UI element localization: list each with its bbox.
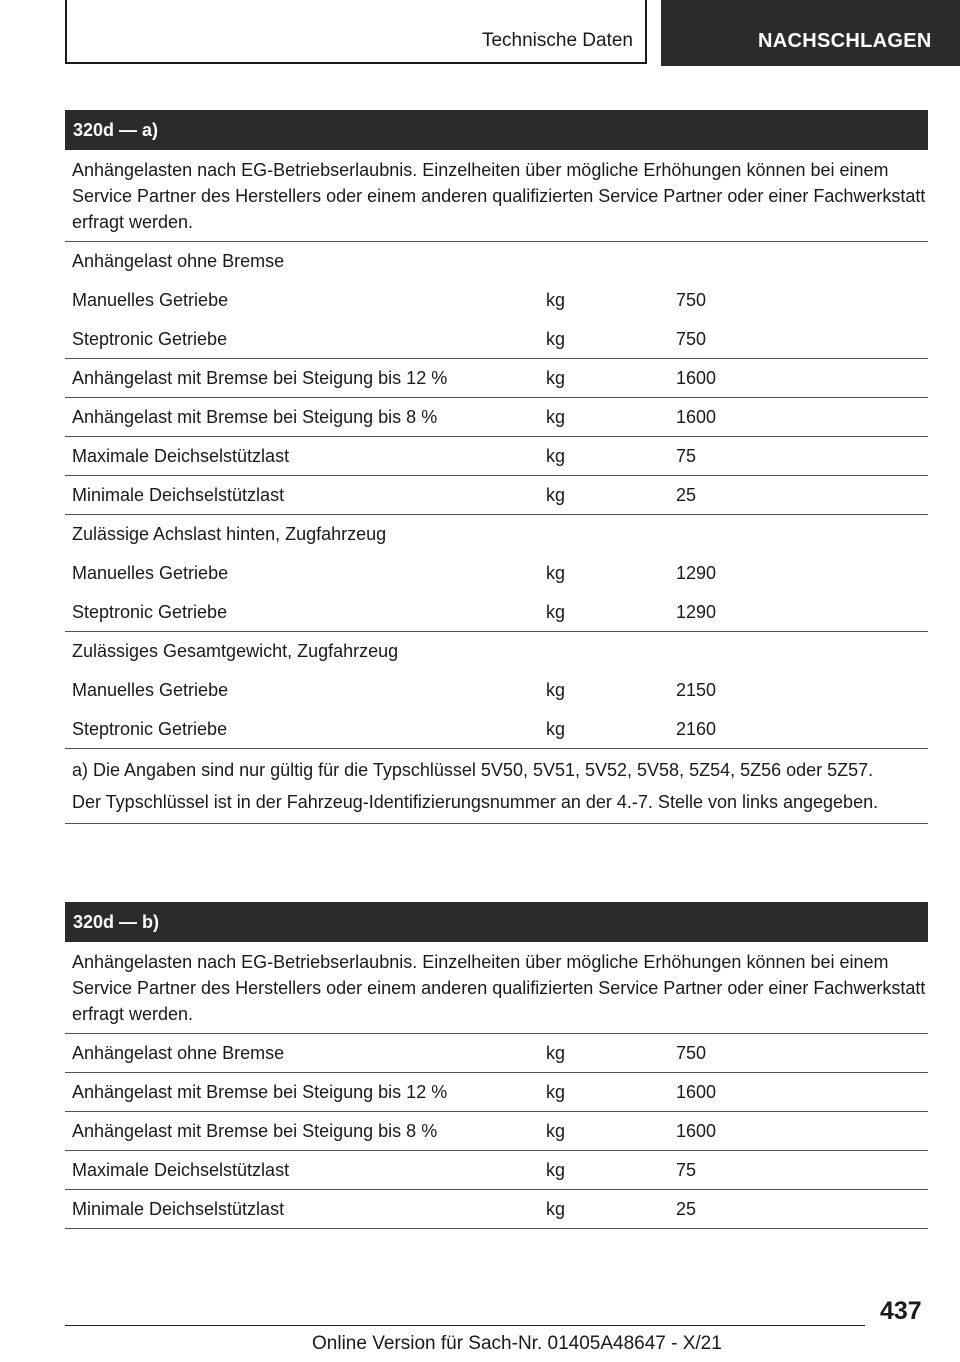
footer-divider bbox=[65, 1325, 865, 1326]
table-row bbox=[65, 554, 928, 593]
row-value: 1290 bbox=[676, 563, 717, 583]
table-row bbox=[65, 1073, 928, 1112]
table-row bbox=[65, 281, 928, 320]
row-value: 75 bbox=[676, 1160, 697, 1180]
row-label: Steptronic Getriebe bbox=[72, 602, 228, 622]
page-number: 437 bbox=[880, 1297, 922, 1325]
footnote-typeschluessel: Der Typschlüssel ist in der Fahrzeug-Identifizierungsnummer an der 4.-7. Stelle von links angegeben. bbox=[72, 792, 879, 812]
table-footnotes bbox=[65, 749, 928, 824]
header-frame bbox=[65, 0, 647, 64]
row-label: Zulässige Achslast hinten, Zugfahrzeug bbox=[72, 524, 387, 544]
row-unit: kg bbox=[546, 407, 566, 427]
table-row bbox=[65, 710, 928, 749]
row-value: 75 bbox=[676, 446, 697, 466]
row-unit: kg bbox=[546, 680, 566, 700]
row-value: 2160 bbox=[676, 719, 717, 739]
table-row bbox=[65, 359, 928, 398]
chapter-tab-label: NACHSCHLAGEN bbox=[758, 30, 932, 52]
table-row bbox=[65, 476, 928, 515]
row-label: Zulässiges Gesamtgewicht, Zugfahrzeug bbox=[72, 641, 399, 661]
table-row bbox=[65, 1151, 928, 1190]
row-unit: kg bbox=[546, 602, 566, 622]
table-row bbox=[65, 320, 928, 359]
row-value: 25 bbox=[676, 1199, 697, 1219]
row-unit: kg bbox=[546, 329, 566, 349]
table-row bbox=[65, 242, 928, 281]
row-label: Manuelles Getriebe bbox=[72, 680, 229, 700]
spec-table-320d-a bbox=[65, 110, 928, 824]
row-label: Anhängelast mit Bremse bei Steigung bis 8 % bbox=[72, 1121, 438, 1141]
row-value: 1600 bbox=[676, 1121, 717, 1141]
row-label: Maximale Deichselstützlast bbox=[72, 446, 290, 466]
row-unit: kg bbox=[546, 1043, 566, 1063]
table-row bbox=[65, 437, 928, 476]
table-row bbox=[65, 1034, 928, 1073]
table-heading: 320d — a) bbox=[65, 110, 928, 150]
row-label: Manuelles Getriebe bbox=[72, 290, 229, 310]
row-value: 1600 bbox=[676, 368, 717, 388]
row-label: Steptronic Getriebe bbox=[72, 719, 228, 739]
row-label: Steptronic Getriebe bbox=[72, 329, 228, 349]
table-row bbox=[65, 515, 928, 554]
row-value: 2150 bbox=[676, 680, 717, 700]
section-title: Technische Daten bbox=[481, 30, 633, 51]
row-unit: kg bbox=[546, 485, 566, 505]
table-row bbox=[65, 398, 928, 437]
table-heading: 320d — b) bbox=[65, 902, 928, 942]
chapter-tab bbox=[661, 0, 960, 66]
row-value: 1600 bbox=[676, 1082, 717, 1102]
row-label: Minimale Deichselstützlast bbox=[72, 485, 285, 505]
footnote-a: a) Die Angaben sind nur gültig für die Typschlüssel 5V50, 5V51, 5V52, 5V58, 5Z54, 5Z56 oder 5Z57. bbox=[72, 760, 874, 780]
table-row bbox=[65, 671, 928, 710]
row-value: 1290 bbox=[676, 602, 717, 622]
row-unit: kg bbox=[546, 719, 566, 739]
footer-version-note: Online Version für Sach-Nr. 01405A48647 - X/21 bbox=[312, 1333, 722, 1354]
row-label: Manuelles Getriebe bbox=[72, 563, 229, 583]
row-unit: kg bbox=[546, 1160, 566, 1180]
table-row bbox=[65, 593, 928, 632]
row-label: Anhängelast mit Bremse bei Steigung bis 8 % bbox=[72, 407, 438, 427]
table-row bbox=[65, 1190, 928, 1229]
row-unit: kg bbox=[546, 368, 566, 388]
row-unit: kg bbox=[546, 1121, 566, 1141]
row-label: Anhängelast mit Bremse bei Steigung bis 12 % bbox=[72, 1082, 448, 1102]
row-unit: kg bbox=[546, 1199, 566, 1219]
table-row bbox=[65, 1112, 928, 1151]
row-value: 750 bbox=[676, 329, 707, 349]
row-value: 1600 bbox=[676, 407, 717, 427]
table-intro: Anhängelasten nach EG-Betriebserlaubnis. Einzelheiten über mögliche Erhöhungen können bei einem Service Partner des Herstellers oder einem anderen qualifizierten Service Partner oder einer Fachwerkstatt erfragt werden. bbox=[65, 942, 928, 1034]
spec-table-320d-b bbox=[65, 902, 928, 1229]
row-label: Maximale Deichselstützlast bbox=[72, 1160, 290, 1180]
row-label: Minimale Deichselstützlast bbox=[72, 1199, 285, 1219]
row-value: 25 bbox=[676, 485, 697, 505]
row-label: Anhängelast mit Bremse bei Steigung bis 12 % bbox=[72, 368, 448, 388]
row-label: Anhängelast ohne Bremse bbox=[72, 251, 285, 271]
table-row bbox=[65, 632, 928, 671]
row-value: 750 bbox=[676, 1043, 707, 1063]
row-unit: kg bbox=[546, 1082, 566, 1102]
row-unit: kg bbox=[546, 446, 566, 466]
row-value: 750 bbox=[676, 290, 707, 310]
row-unit: kg bbox=[546, 290, 566, 310]
row-unit: kg bbox=[546, 563, 566, 583]
row-label: Anhängelast ohne Bremse bbox=[72, 1043, 285, 1063]
table-intro: Anhängelasten nach EG-Betriebserlaubnis. Einzelheiten über mögliche Erhöhungen können bei einem Service Partner des Herstellers oder einem anderen qualifizierten Service Partner oder einer Fachwerkstatt erfragt werden. bbox=[65, 150, 928, 242]
